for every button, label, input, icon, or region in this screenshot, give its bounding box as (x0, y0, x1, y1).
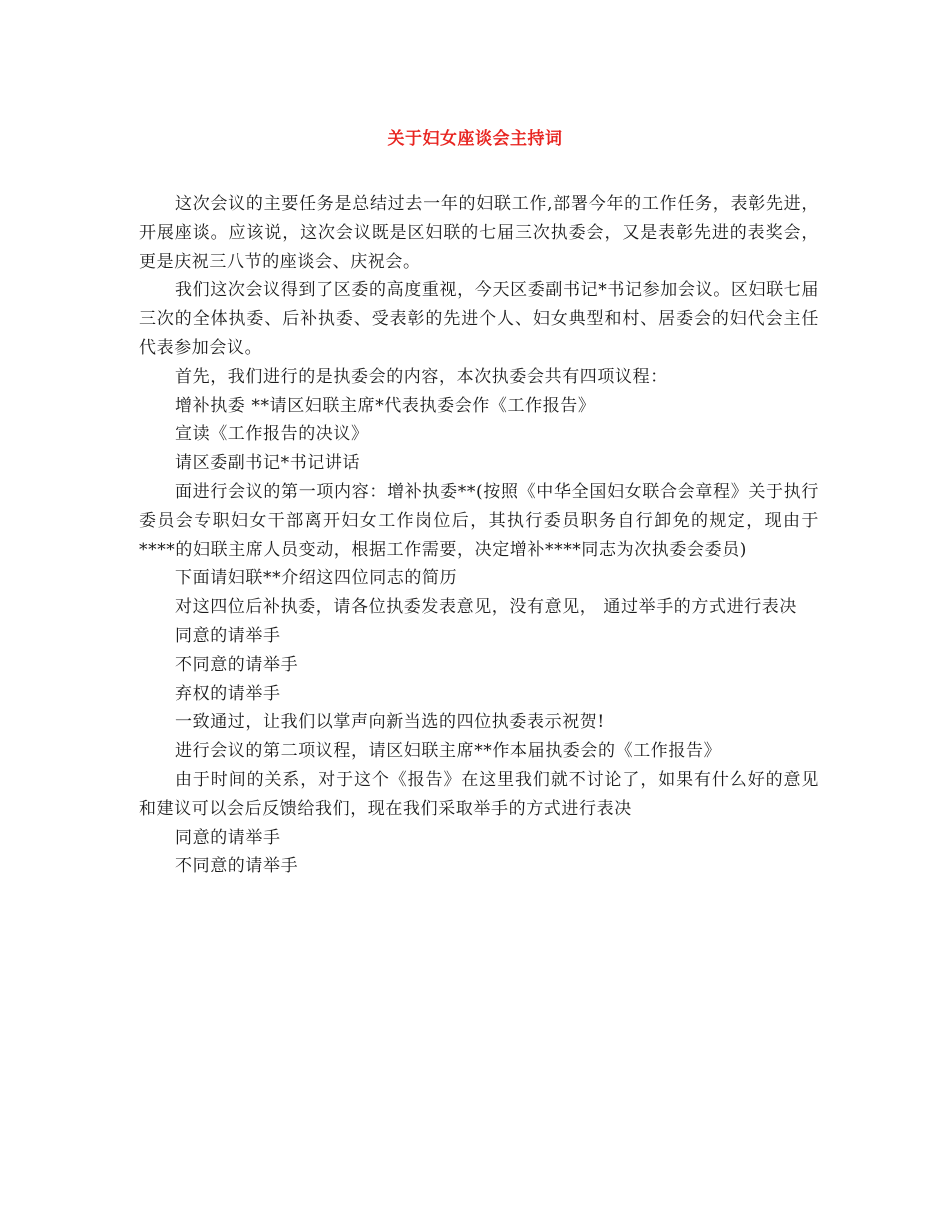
paragraph: 我们这次会议得到了区委的高度重视，今天区委副书记*书记参加会议。区妇联七届三次的全体执委、后补执委、受表彰的先进个人、妇女典型和村、居委会的妇代会主任代表参加会议。 (139, 280, 819, 358)
paragraph: 不同意的请举手 (175, 856, 299, 877)
paragraph: 同意的请举手 (175, 827, 281, 848)
paragraph: 宣读《工作报告的决议》 (175, 424, 369, 445)
paragraph: 下面请妇联**介绍这四位同志的简历 (175, 568, 458, 589)
paragraph: 弃权的请举手 (175, 683, 281, 704)
document-title: 关于妇女座谈会主持词 (387, 129, 563, 149)
paragraph: 对这四位后补执委，请各位执委发表意见，没有意见， 通过举手的方式进行表决 (175, 597, 798, 618)
paragraph: 进行会议的第二项议程，请区妇联主席**作本届执委会的《工作报告》 (175, 741, 722, 762)
paragraph: 面进行会议的第一项内容：增补执委**(按照《中华全国妇女联合会章程》关于执行委员会专职妇女干部离开妇女工作岗位后，其执行委员职务自行卸免的规定，现由于****的妇联主席人员变动，根据工作需要，决定增补****同志为次执委会委员) (139, 481, 819, 560)
paragraph: 由于时间的关系，对于这个《报告》在这里我们就不讨论了，如果有什么好的意见和建议可以会后反馈给我们，现在我们采取举手的方式进行表决 (139, 769, 819, 819)
paragraph: 同意的请举手 (175, 625, 281, 646)
paragraph: 这次会议的主要任务是总结过去一年的妇联工作,部署今年的工作任务，表彰先进，开展座谈。应该说，这次会议既是区妇联的七届三次执委会，又是表彰先进的表奖会，更是庆祝三八节的座谈会、庆祝会。 (139, 194, 819, 272)
paragraph: 不同意的请举手 (175, 654, 299, 675)
paragraph: 请区委副书记*书记讲话 (175, 453, 361, 474)
paragraph: 增补执委 **请区妇联主席*代表执委会作《工作报告》 (175, 395, 596, 416)
document-body (139, 190, 819, 881)
paragraph: 一致通过，让我们以掌声向新当选的四位执委表示祝贺! (175, 712, 605, 733)
paragraph: 首先，我们进行的是执委会的内容，本次执委会共有四项议程： (175, 366, 668, 387)
